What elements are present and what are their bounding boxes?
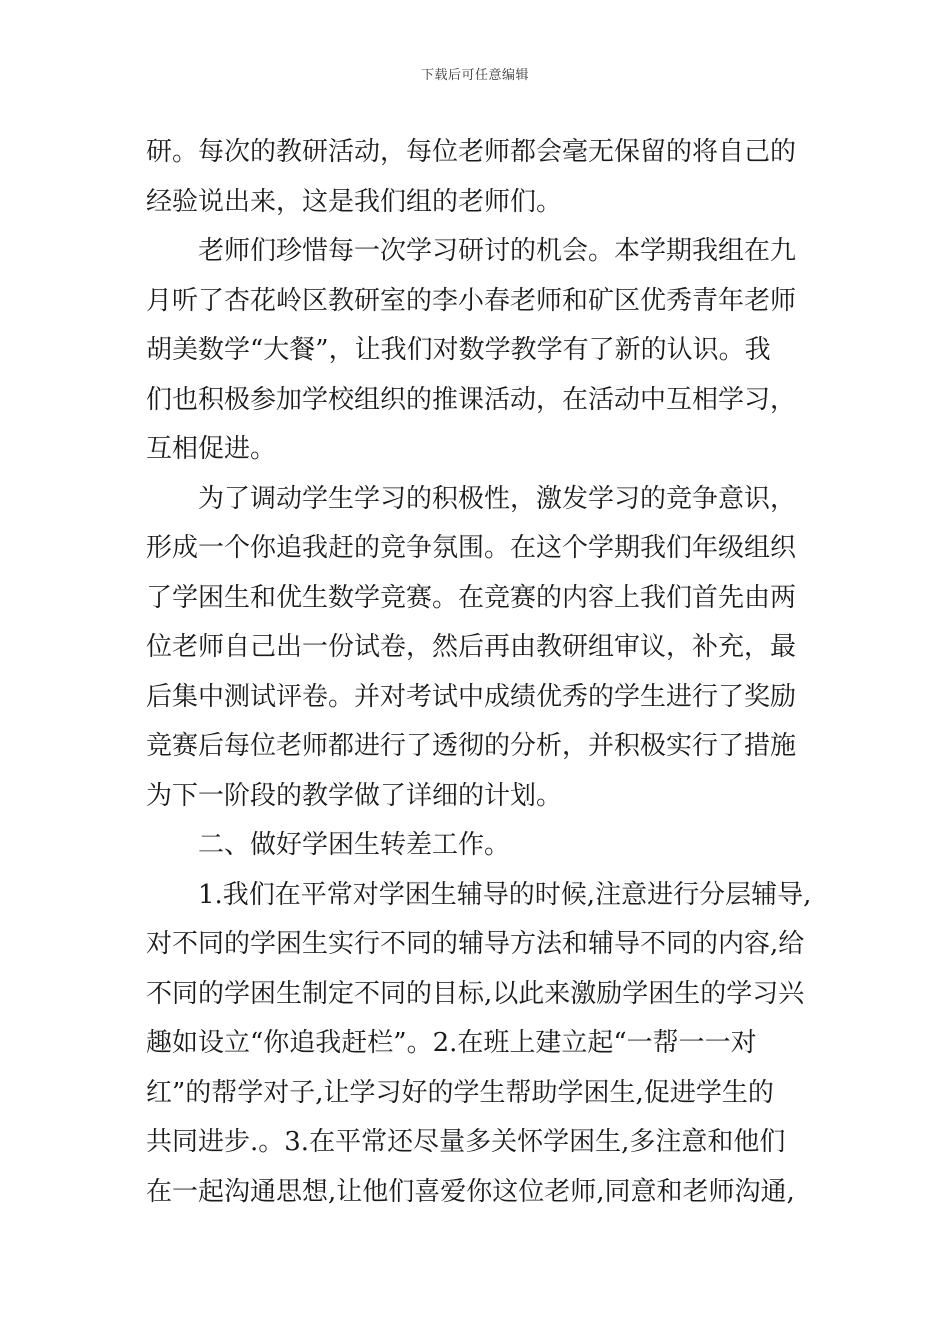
text-line: 为下一阶段的教学做了详细的计划。: [146, 780, 563, 811]
text-line: 形成一个你追我赶的竞争氛围。在这个学期我们年级组织: [146, 533, 797, 563]
text-line: 不同的学困生制定不同的目标,以此来激励学困生的学习兴: [146, 978, 805, 1009]
text-line: 胡美数学“大餐”，让我们对数学教学有了新的认识。我: [146, 335, 771, 365]
text-line: 老师们珍惜每一次学习研讨的机会。本学期我组在九: [198, 236, 797, 266]
text-line: 经验说出来，这是我们组的老师们。: [146, 186, 563, 217]
section-heading: 二、做好学困生转差工作。: [198, 830, 511, 860]
text-line: 们也积极参加学校组织的推课活动，在活动中互相学习，: [146, 384, 797, 415]
document-body: [146, 128, 816, 1217]
page-header: 下载后可任意编辑: [420, 68, 529, 83]
text-line: 月听了杏花岭区教研室的李小春老师和矿区优秀青年老师: [146, 285, 797, 316]
text-line: 位老师自己出一份试卷，然后再由教研组审议，补充，最: [146, 632, 797, 662]
text-line: 1.我们在平常对学困生辅导的时候,注意进行分层辅导,: [198, 879, 812, 910]
text-line: 后集中测试评卷。并对考试中成绩优秀的学生进行了奖励: [146, 681, 797, 712]
text-line: 了学困生和优生数学竞赛。在竞赛的内容上我们首先由两: [146, 582, 797, 613]
text-line: 互相促进。: [146, 434, 277, 464]
text-line: 在一起沟通思想,让他们喜爱你这位老师,同意和老师沟通,: [146, 1176, 795, 1207]
text-line: 共同进步.。3.在平常还尽量多关怀学困生,多注意和他们: [146, 1127, 786, 1157]
text-line: 研。每次的教研活动，每位老师都会毫无保留的将自己的: [146, 137, 797, 167]
text-line: 竞赛后每位老师都进行了透彻的分析，并积极实行了措施: [146, 731, 797, 761]
text-line: 为了调动学生学习的积极性，激发学习的竞争意识，: [198, 483, 797, 514]
text-line: 对不同的学困生实行不同的辅导方法和辅导不同的内容,给: [146, 929, 805, 959]
text-line: 红”的帮学对子,让学习好的学生帮助学困生,促进学生的: [146, 1077, 774, 1108]
text-line: 趣如设立“你追我赶栏”。2.在班上建立起“一帮一一对: [146, 1028, 757, 1058]
